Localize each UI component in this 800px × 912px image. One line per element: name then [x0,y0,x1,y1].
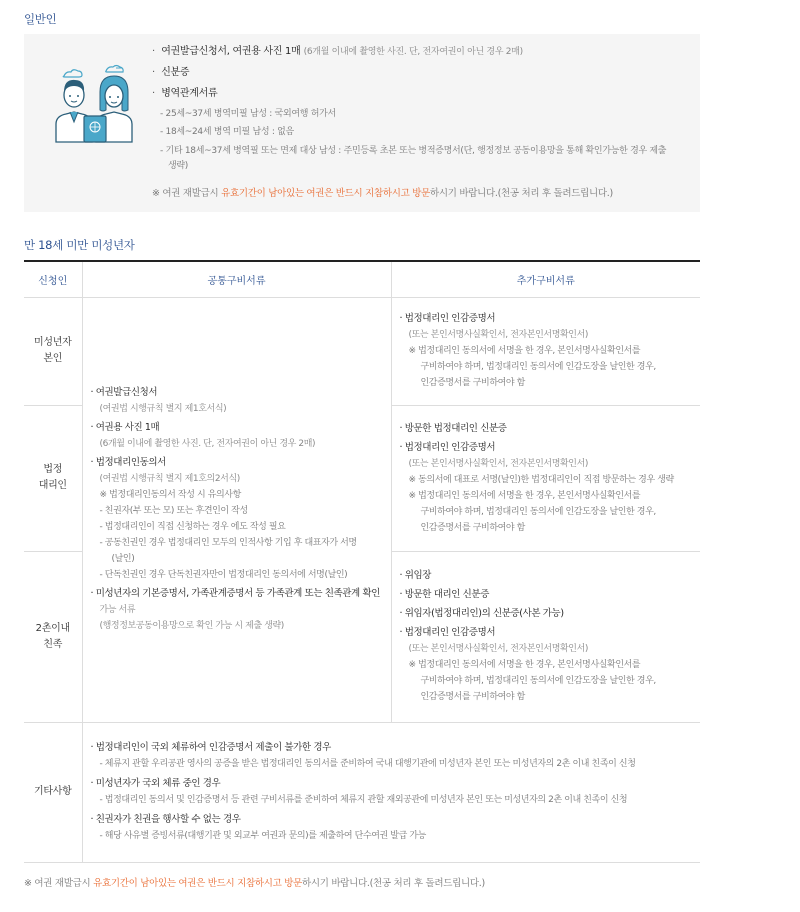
list-item: · 미성년자의 기본증명서, 가족관계증명서 등 가족관계 또는 친족관계 확인 [90,588,381,599]
list-item: - 단독친권인 경우 단독친권자만이 법정대리인 동의서에 서명(날인) [99,570,348,580]
list-item: - 체류지 관할 우리공관 영사의 공증을 받은 법정대리인 동의서를 준비하여 국내 대행기관에 미성년자 본인 또는 미성년자의 2촌 이내 친족이 신청 [99,759,636,769]
military-item: - 25세~37세 병역미필 남성 : 국외여행 허가서 [160,109,336,119]
list-item: · 법정대리인 인감증명서 [399,441,496,453]
list-item: 인감증명서를 구비하여야 함 [420,378,525,388]
general-section-title: 일반인 [24,12,57,26]
list-item: · 여권발급신청서, 여권용 사진 1매 (6개월 이내에 촬영한 사진. 단, 전자여권이 아닌 경우 2매) [152,46,523,57]
applicant-relative: 2촌이내 친족 [24,551,82,722]
list-item: · 미성년자가 국외 체류 중인 경우 [90,778,221,789]
common-docs-list [91,385,391,634]
list-item: ※ 법정대리인 동의서에 서명을 한 경우, 본인서명사실확인서를 [408,490,641,501]
list-item: · 법정대리인동의서 [90,457,166,468]
list-item: - 법정대리인 동의서 및 인감증명서 등 관련 구비서류를 준비하여 체류지 관할 재외공관에 미성년자 본인 또는 미성년자의 2촌 이내 친족이 신청 [99,795,628,805]
list-item: · 방문한 법정대리인 신분증 [399,422,507,434]
list-item: (또는 본인서명사실확인서, 전자본인서명확인서) [408,458,588,469]
list-item: · 병역관계서류 [152,88,218,99]
list-item: · 위임장 [399,570,432,581]
list-item: · 위임자(법정대리인)의 신분증(사본 가능) [399,608,564,619]
applicant-agent: 법정 대리인 [24,405,82,551]
list-item: (또는 본인서명사실확인서, 전자본인서명확인서) [408,644,588,654]
list-item: (여권법 시행규칙 별지 제1호서식) [99,404,227,414]
extra-docs-self [391,297,700,405]
list-item: - 해당 사유별 증빙서류(대행기관 및 외교부 여권과 문의)를 제출하여 단수여권 발급 가능 [99,831,426,841]
list-item: - 친권자(부 또는 모) 또는 후견인이 작성 [99,506,248,516]
military-item: 생략) [168,161,188,171]
military-item: - 18세~24세 병역 미필 남성 : 없음 [160,127,294,137]
list-item: · 여권발급신청서 [90,387,158,398]
list-item: (여권법 시행규칙 별지 제1호의2서식) [99,474,240,484]
list-item: (날인) [111,554,135,564]
list-item: 가능 서류 [99,605,136,615]
header-extra-docs: 추가구비서류 [391,261,700,297]
list-item: · 친권자가 친권을 행사할 수 없는 경우 [90,814,241,825]
list-item: 구비하여야 하며, 법정대리인 동의서에 인감도장을 날인한 경우, [420,676,656,686]
common-docs-cell [82,297,391,722]
list-item: - 법정대리인이 직접 신청하는 경우 에도 작성 필요 [99,522,286,532]
list-item: ※ 법정대리인 동의서에 서명을 한 경우, 본인서명사실확인서를 [408,346,641,356]
military-item: - 기타 18세~37세 병역필 또는 면제 대상 남성 : 주민등록 초본 또는 병적증명서(단, 행정정보 공동이용망을 통해 확인가능한 경우 제출 [160,146,667,156]
list-item: (또는 본인서명사실확인서, 전자본인서명확인서) [408,330,588,340]
extra-docs-list [400,421,701,536]
list-item: ※ 법정대리인동의서 작성 시 유의사항 [99,490,241,500]
etc-cell [82,722,700,862]
list-item: ※ 법정대리인 동의서에 서명을 한 경우, 본인서명사실확인서를 [408,660,641,670]
header-applicant: 신청인 [24,261,82,297]
reissue-note-bottom: ※ 여권 재발급시 유효기간이 남아있는 여권은 반드시 지참하시고 방문하시기 바랍니다.(천공 처리 후 돌려드립니다.) [24,878,485,889]
applicant-etc: 기타사항 [24,722,82,862]
list-item: (행정정보공동이용망으로 확인 가능 시 제출 생략) [99,621,284,631]
applicants-illustration-icon [50,62,138,144]
list-item: ※ 동의서에 대표로 서명(날인)한 법정대리인이 직접 방문하는 경우 생략 [408,474,674,485]
applicant-self: 미성년자 본인 [24,297,82,405]
list-item: · 법정대리인이 국외 체류하여 인감증명서 제출이 불가한 경우 [90,742,331,753]
etc-list [91,740,701,844]
list-item: · 여권용 사진 1매 [90,422,160,433]
reissue-note: ※ 여권 재발급시 유효기간이 남아있는 여권은 반드시 지참하시고 방문하시기 바랍니다.(천공 처리 후 돌려드립니다.) [152,188,613,199]
list-item: 인감증명서를 구비하여야 함 [420,522,525,533]
table-row [24,722,700,862]
extra-docs-agent [391,405,700,551]
header-common-docs: 공통구비서류 [82,261,391,297]
list-item: · 방문한 대리인 신분증 [399,589,489,600]
minor-requirements-table [24,260,700,863]
list-item: (6개월 이내에 촬영한 사진. 단, 전자여권이 아닌 경우 2매) [99,439,316,449]
list-item: · 법정대리인 인감증명서 [399,627,496,638]
list-item: 구비하여야 하며, 법정대리인 동의서에 인감도장을 날인한 경우, [420,362,656,372]
extra-docs-list [400,311,701,391]
minor-section-title: 만 18세 미만 미성년자 [24,238,135,252]
table-row [24,297,700,405]
list-item: - 공동친권인 경우 법정대리인 모두의 인적사항 기입 후 대표자가 서명 [99,538,357,548]
list-item: 인감증명서를 구비하여야 함 [420,692,525,702]
extra-docs-list [400,568,701,705]
list-item: 구비하여야 하며, 법정대리인 동의서에 인감도장을 날인한 경우, [420,506,656,517]
list-item: · 법정대리인 인감증명서 [399,313,496,324]
list-item: · 신분증 [152,67,190,78]
extra-docs-relative [391,551,700,722]
general-requirements-box [24,34,700,212]
